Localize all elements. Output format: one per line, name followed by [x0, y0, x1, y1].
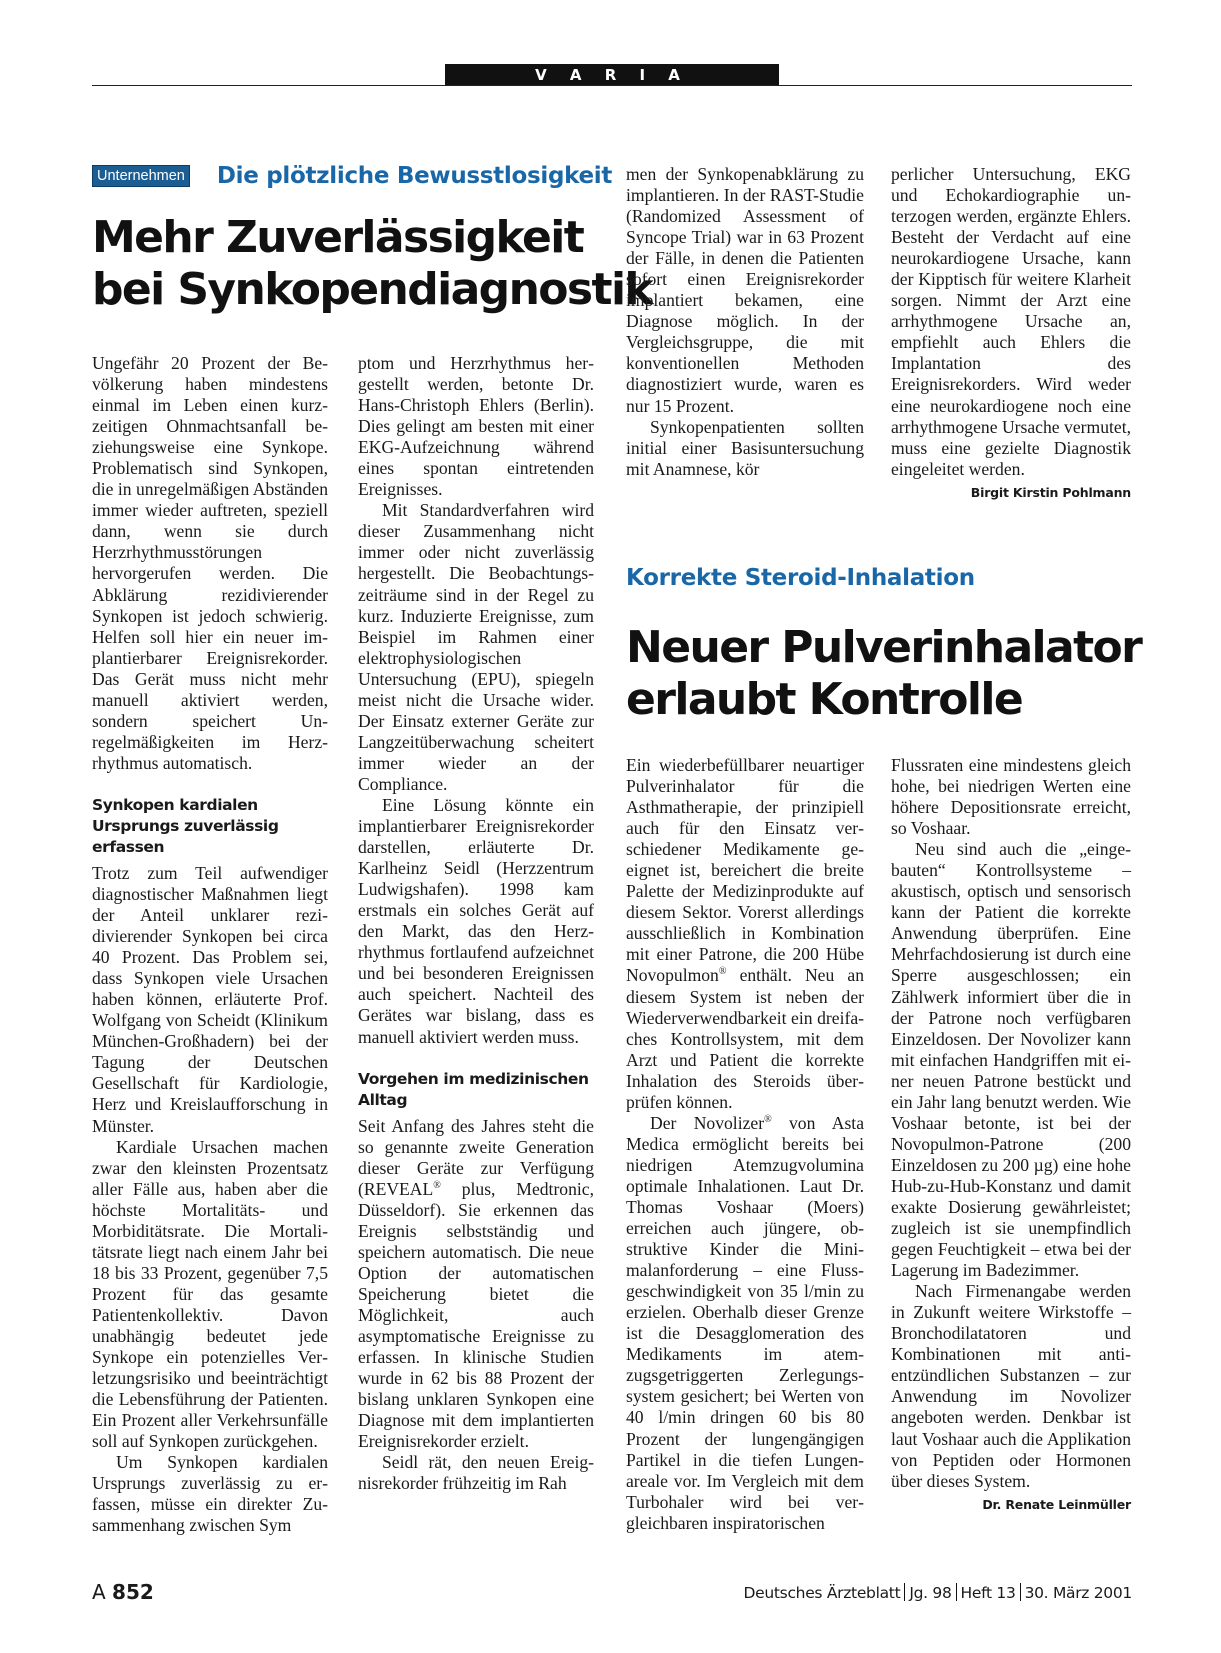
article2-headline-line2: erlaubt Kontrolle — [626, 674, 1023, 725]
page-number: A 852 — [92, 1580, 154, 1604]
subheading: Vorgehen im medizinischen Alltag — [358, 1069, 589, 1109]
journal-info — [744, 1583, 1133, 1602]
paragraph: Ein wiederbefüllbarer neuartiger Pulverinhalator für die Asthmatherapie, der prinzipiell auch für den Einsatz verschiedener Medikamente geeignet ist, bereichert die breite Palette der Medizinprodukte auf diesem Sektor. Vorerst allerdings ausschließlich in Kombination mit einer Patrone, die 200 Hübe Novopulmon® enthält. Neu an diesem System ist neben der Wiederverwendbarkeit ein dreifaches Kontrollsystem, mit dem Arzt und Patient die korrekte Inhalation des Steroids überprüfen können. — [626, 755, 864, 1112]
header-rule — [92, 85, 1132, 86]
article1-headline-line2: bei Synkopendiagnostik — [92, 264, 653, 315]
article2-headline-line1: Neuer Pulverinhalator — [626, 622, 1142, 673]
article1-headline — [92, 212, 652, 316]
journal-name: Deutsches Ärzteblatt — [743, 1584, 901, 1602]
paragraph: Mit Standardverfahren wird dieser Zusammenhang nicht immer oder nicht zuverlässig hergestellt. Die Beobachtungszeiträume sind in der Regel zu kurz. Induzierte Ereignisse, zum Beispiel im Rahmen einer elektrophysiologischen Untersuchung (EPU), spiegeln meist nicht die Ursache wider. Der Einsatz externer Geräte zur Langzeitüberwachung scheitert immer wieder an der Compliance. — [358, 500, 594, 794]
paragraph: Der Novolizer® von Asta Medica ermöglicht bereits bei niedrigen Atemzugvolumina optimale Inhalationen. Laut Dr. Thomas Voshaar (Moers) erreichen auch jüngere, obstruktive Kinder die Minimalanforderung – eine Flussgeschwindigkeit von 35 l/min zu erzielen. Oberhalb dieser Grenze ist die Desagglomeration des Medikaments im atemzugsgetriggerten Zerlegungssystem gesichert; bei Werten von 40 l/min dringen 60 bis 80 Prozent der lungengängigen Partikel in die tiefen Lungenareale vor. Im Vergleich mit dem Turbohaler wird bei vergleichbaren inspiratorischen — [626, 1112, 865, 1533]
paragraph: ptom und Herzrhythmus hergestellt werden, betonte Dr. Hans-Christoph Ehlers (Berlin). Dies gelingt am besten mit einer EKG-Aufzeichnung während eines spontan eintretenden Ereignisses. — [358, 353, 594, 500]
article2-column-1 — [626, 755, 864, 1534]
paragraph: men der Synkopenabklärung zu implantieren. In der RAST-Studie (Randomized Assessment of Syncope Trial) war in 63 Prozent der Fälle, in denen die Patienten sofort einen Ereignisrekorder implantiert bekamen, eine Diagnose möglich. In der Vergleichsgruppe, die mit konventionellen Methoden diagnostiziert wurde, waren es nur 15 Prozent. — [626, 164, 864, 416]
paragraph: Trotz zum Teil aufwendiger diagnostischer Maßnahmen liegt der Anteil unklarer rezidivierender Synkopen bei circa 40 Prozent. Das Problem sei, dass Synkopen viele Ursachen haben können, erläuterte Prof. Wolfgang von Scheidt (Klinikum München-Großhadern) bei der Tagung der Deutschen Gesellschaft für Kardiologie, Herz und Kreislaufforschung in Münster. — [92, 862, 328, 1136]
journal-volume: Jg. 98 — [909, 1584, 952, 1602]
paragraph: Um Synkopen kardialen Ursprungs zuverlässig zu erfassen, müsse ein direkter Zusammenhang zwischen Sym — [92, 1452, 328, 1536]
rubric-tag: Unternehmen — [92, 165, 190, 187]
article1-column-4 — [891, 164, 1131, 503]
paragraph: Eine Lösung könnte ein implantierbarer Ereignisrekorder darstellen, erläuterte Dr. Karlheinz Seidl (Herzzentrum Ludwigshafen). 1998 kam erstmals ein solches Gerät auf den Markt, das den Herzrhythmus fortlaufend aufzeichnet und bei besonderen Ereignissen auch speichert. Nachteil des Gerätes war bislang, dass es manuell aktiviert werden muss. — [358, 794, 594, 1047]
journal-date: 30. März 2001 — [1024, 1584, 1132, 1602]
paragraph: Flussraten eine mindestens gleich hohe, bei niedrigen Werten eine höhere Depositionsrate erreicht, so Voshaar. — [891, 755, 1131, 839]
paragraph: Ungefähr 20 Prozent der Bevölkerung haben mindestens einmal im Leben einen kurzzeitigen Ohnmachtsanfall beziehungsweise eine Synkope. Problematisch sind Synkopen, die in unregelmäßigen Abständen immer wieder auftreten, speziell dann, wenn sie durch Herzrhythmusstörungen hervorgerufen werden. Die Abklärung rezidivierender Synkopen ist jedoch schwierig. Helfen soll hier ein neuer implantierbarer Ereignisrekorder. Das Gerät muss nicht mehr manuell aktiviert werden, sondern speichert Unregelmäßigkeiten im Herzrhythmus automatisch. — [92, 353, 328, 773]
section-label: V A R I A — [445, 64, 779, 86]
paragraph: Kardiale Ursachen machen zwar den kleinsten Prozentsatz aller Fälle aus, haben aber die höchste Mortalitäts- und Morbiditätsrate. Die Mortalitätsrate liegt nach einem Jahr bei 18 bis 33 Prozent, gegenüber 7,5 Prozent für das gesamte Patientenkollektiv. Davon unabhängig bedeutet jede Synkope ein potenzielles Verletzungsrisiko und beeinträchtigt die Lebensführung der Patienten. Ein Prozent aller Verkehrsunfälle soll auf Synkopen zurückgehen. — [92, 1136, 328, 1452]
paragraph: Neu sind auch die „eingebauten“ Kontrollsysteme – akustisch, optisch und sensorisch kann der Patient die korrekte Anwendung überprüfen. Eine Mehrfachdosierung ist durch eine Sperre ausgeschlossen; ein Zählwerk informiert über die in der Patrone noch verfügbaren Einzeldosen. Der Novolizer kann mit einfachen Handgriffen mit einer neuen Patrone bestückt und ein Jahr lang benutzt werden. Wie Voshaar betonte, ist bei der Novopulmon-Patrone (200 Einzeldosen zu 200 µg) eine hohe Hub-zu-Hub-Konstanz und damit exakte Dosierung gewährleistet; zugleich ist sie unempfindlich gegen Feuchtigkeit – etwa bei der Lagerung im Badezimmer. — [891, 839, 1131, 1281]
paragraph: Synkopenpatienten sollten initial einer Basisuntersuchung mit Anamnese, kör — [626, 416, 864, 479]
article2-headline — [626, 622, 1141, 726]
paragraph: Seidl rät, den neuen Ereignisrekorder frühzeitig im Rah — [358, 1452, 594, 1494]
article1-column-3 — [626, 164, 864, 480]
paragraph: Nach Firmenangabe werden in Zukunft weitere Wirkstoffe – Bronchodilatatoren und Kombinationen mit antientzündlichen Substanzen – zur Anwendung im Novolizer angeboten werden. Denkbar ist laut Voshaar auch die Applikation von Peptiden oder Hormonen über dieses System. Dr. Renate Leinmüller — [891, 1281, 1131, 1491]
article2-kicker: Korrekte Steroid-Inhalation — [626, 565, 975, 591]
article1-kicker-row — [92, 163, 612, 189]
journal-issue: Heft 13 — [960, 1584, 1016, 1602]
article1-column-1 — [92, 353, 328, 1536]
page-footer — [92, 1580, 1132, 1606]
paragraph: perlicher Untersuchung, EKG und Echokardiographie unterzogen werden, ergänzte Ehlers. Besteht der Verdacht auf eine neurokardiogene Ursache, kann der Kipptisch für weitere Klarheit sorgen. Nimmt der Arzt eine arrhythmogene Ursache an, empfiehlt auch Ehlers die Implantation des Ereignisrekorders. Wird weder eine neurokardiogene noch eine arrhythmogene Ursache vermutet, muss eine gezielte Diagnostik eingeleitet werden. Birgit Kirstin Pohlmann — [891, 164, 1131, 480]
author-byline: Birgit Kirstin Pohlmann — [970, 484, 1131, 500]
article1-column-2 — [358, 353, 594, 1494]
article1-kicker: Die plötzliche Bewusstlosigkeit — [216, 163, 613, 189]
paragraph: Seit Anfang des Jahres steht die so genannte zweite Generation dieser Geräte zur Verfügung (REVEAL® plus, Medtronic, Düsseldorf). Sie erkennen das Ereignis selbstständig und speichern automatisch. Die neue Option der automatischen Speicherung bietet die Möglichkeit, auch asymptomatische Ereignisse zu erfassen. In klinische Studien wurde in 62 bis 88 Prozent der bislang unklaren Synkopen eine Diagnose mit dem implantierten Ereignisrekorder erzielt. — [358, 1115, 594, 1452]
author-byline: Dr. Renate Leinmüller — [982, 1496, 1131, 1512]
article1-headline-line1: Mehr Zuverlässigkeit — [92, 212, 584, 263]
subheading: Synkopen kardialen Ursprungs zuverlässig erfassen — [92, 795, 279, 856]
article2-column-2 — [891, 755, 1131, 1515]
